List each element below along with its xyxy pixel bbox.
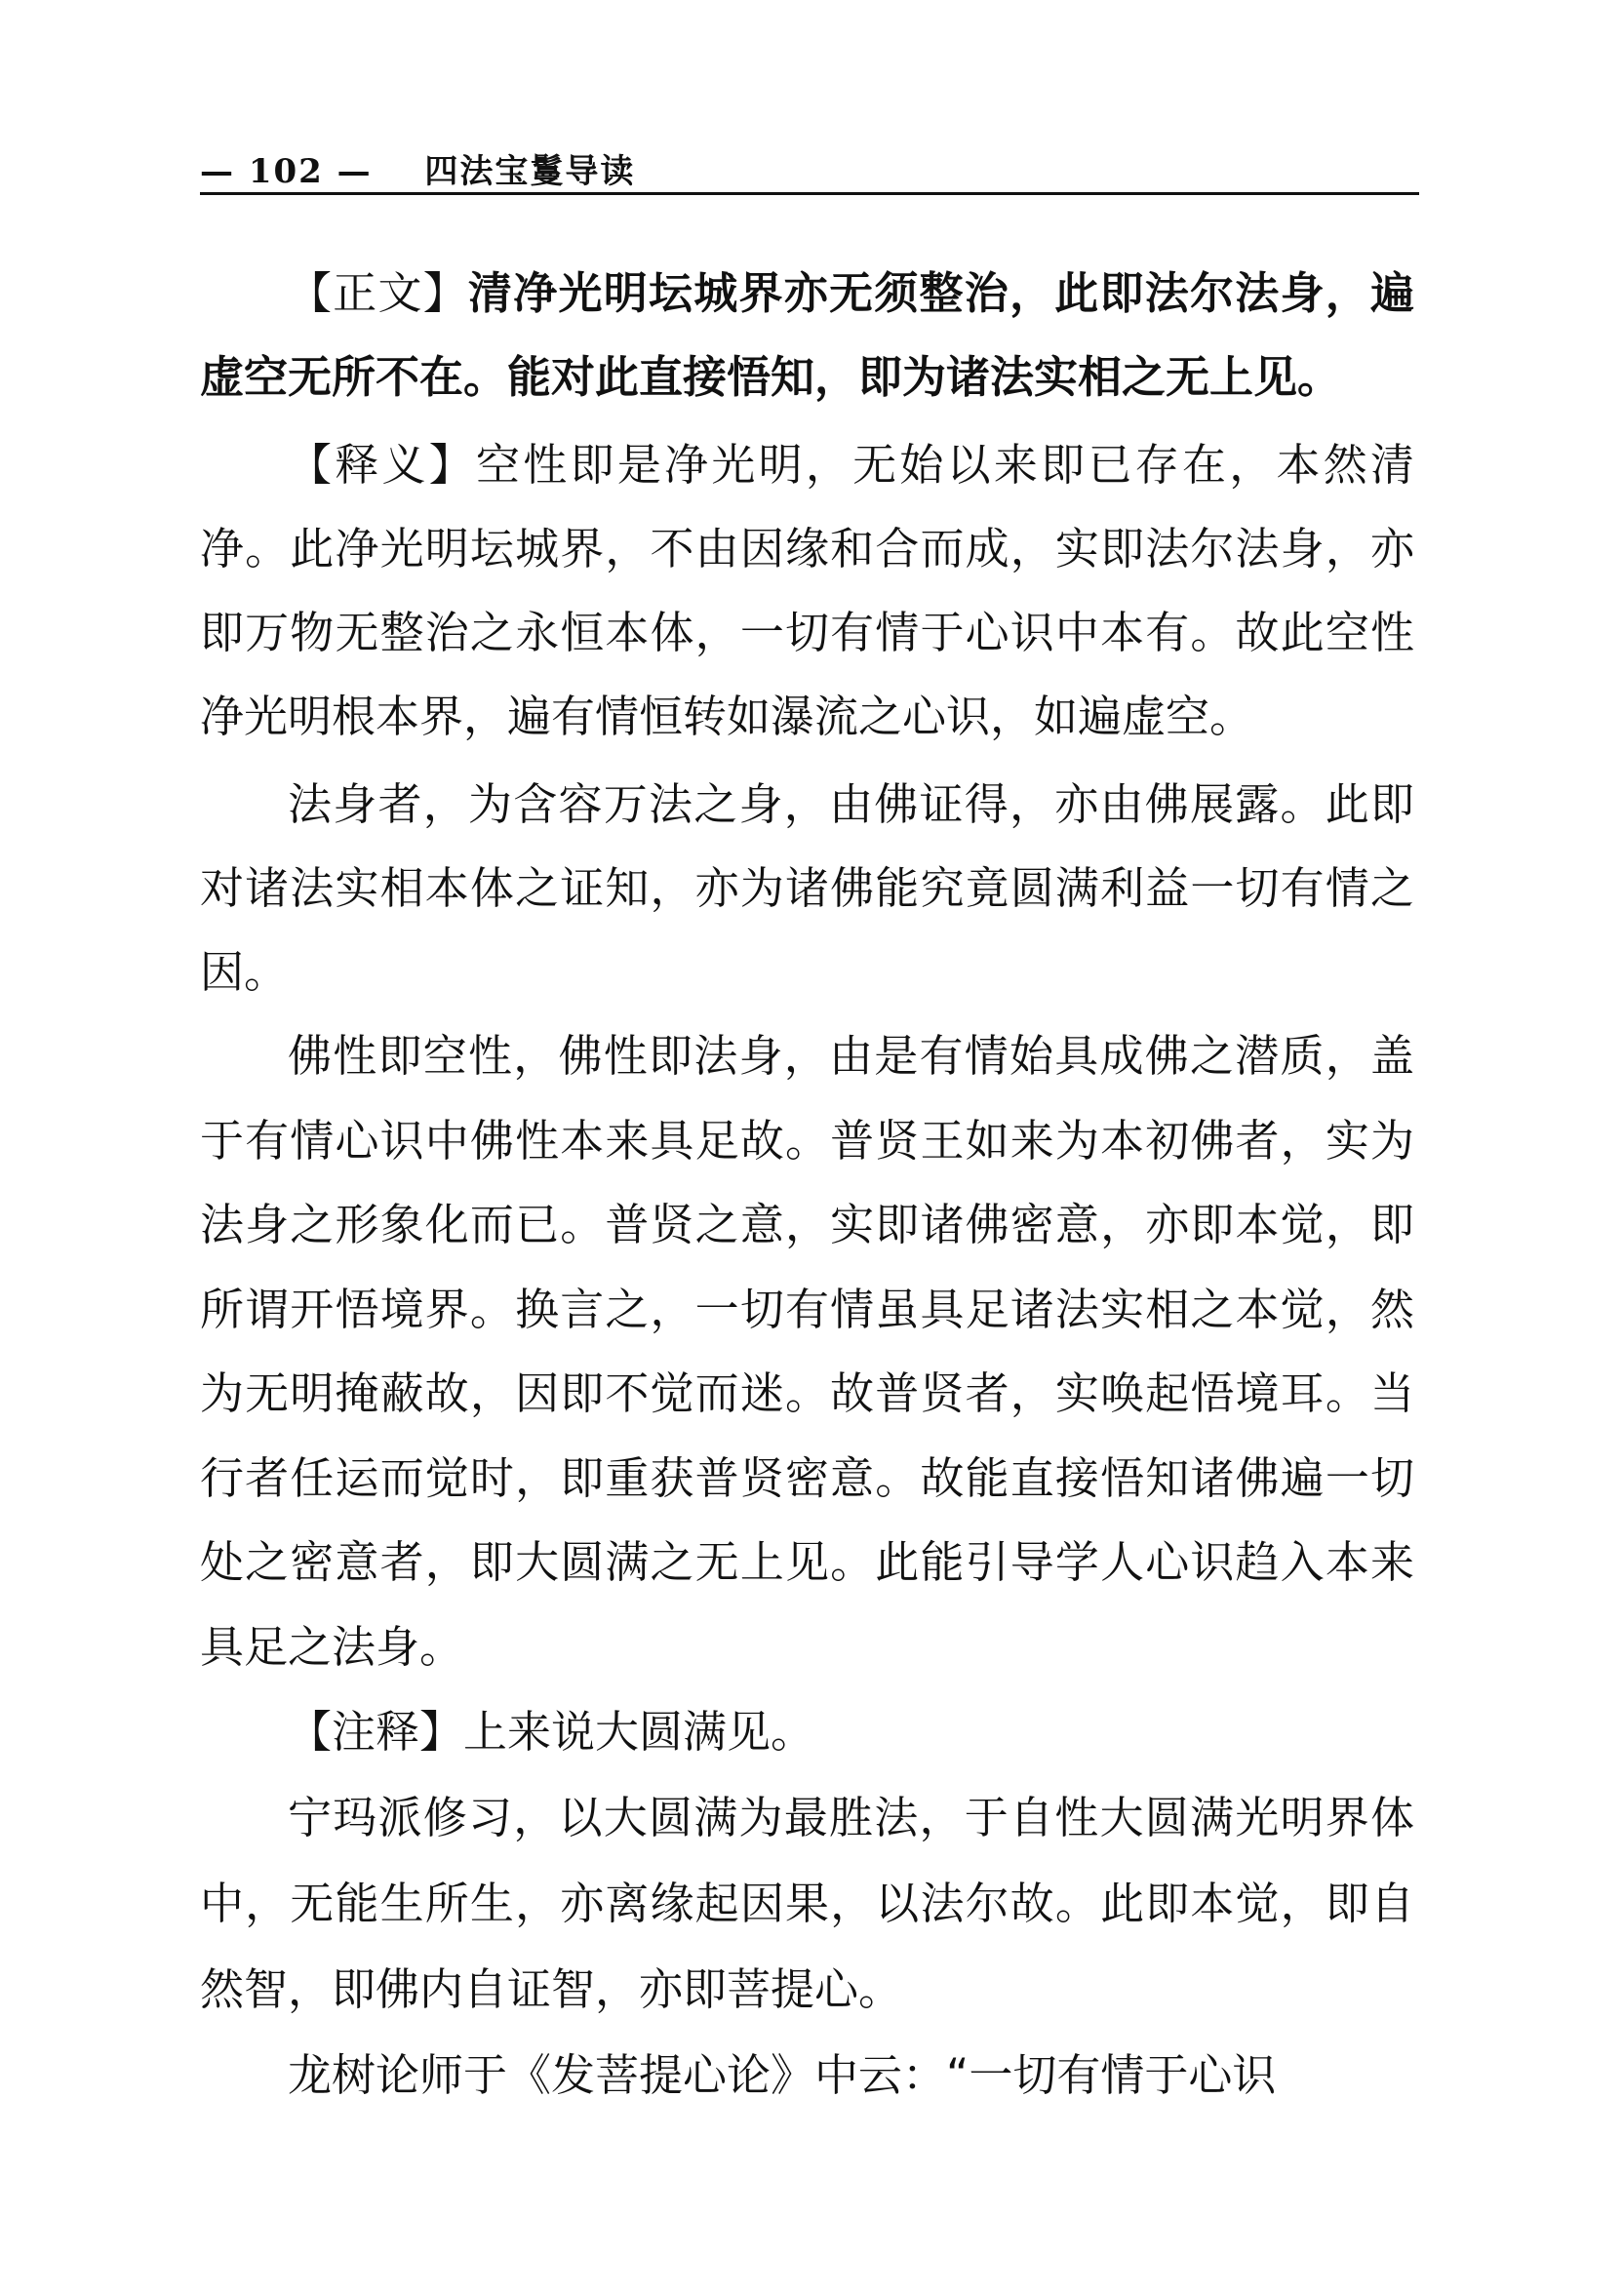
paragraph-annotation: [200, 1689, 1414, 1775]
page-body: [200, 252, 1414, 2118]
paragraph-nyingma: 宁玛派修习，以大圆满为最胜法，于自性大圆满光明界体中，无能生所生，亦离缘起因果，以法尔故。此即本觉，即自然智，即佛内自证智，亦即菩提心。: [200, 1792, 1414, 2015]
explanation-content: 空性即是净光明，无始以来即已存在，本然清净。此净光明坛城界，不由因缘和合而成，实即法尔法身，亦即万物无整治之永恒本体，一切有情于心识中本有。故此空性净光明根本界，遍有情恒转如瀑流之心识，如遍虚空。: [200, 439, 1414, 742]
annotation-label: 【注释】: [288, 1706, 464, 1758]
annotation-content: 上来说大圆满见。: [463, 1706, 815, 1758]
running-header: [200, 144, 635, 192]
paragraph-nagarjuna: 龙树论师于《发菩提心论》中云：“一切有情于心识: [288, 2049, 1277, 2101]
main-text-label: 【正文】: [288, 267, 468, 319]
paragraph-main-text: [200, 252, 1414, 419]
header-rule: [200, 192, 1419, 195]
page-number: — 102 —: [200, 152, 373, 191]
main-text-content: 清净光明坛城界亦无须整治，此即法尔法身，遍虚空无所不在。能对此直接悟知，即为诸法实相之无上见。: [200, 267, 1414, 403]
paragraph-explanation: [200, 423, 1414, 759]
paragraph-dharmakaya: 法身者，为含容万法之身，由佛证得，亦由佛展露。此即对诸法实相本体之证知，亦为诸佛能究竟圆满利益一切有情之因。: [200, 778, 1414, 998]
explanation-label: 【释义】: [288, 439, 477, 491]
book-title: 四法宝鬘导读: [424, 152, 636, 191]
paragraph-buddha-nature: 佛性即空性，佛性即法身，由是有情始具成佛之潜质，盖于有情心识中佛性本来具足故。普贤王如来为本初佛者，实为法身之形象化而已。普贤之意，实即诸佛密意，亦即本觉，即所谓开悟境界。换言之，一切有情虽具足诸法实相之本觉，然为无明掩蔽故，因即不觉而迷。故普贤者，实唤起悟境耳。当行者任运而觉时，即重获普贤密意。故能直接悟知诸佛遍一切处之密意者，即大圆满之无上见。此能引导学人心识趋入本来具足之法身。: [200, 1030, 1414, 1673]
